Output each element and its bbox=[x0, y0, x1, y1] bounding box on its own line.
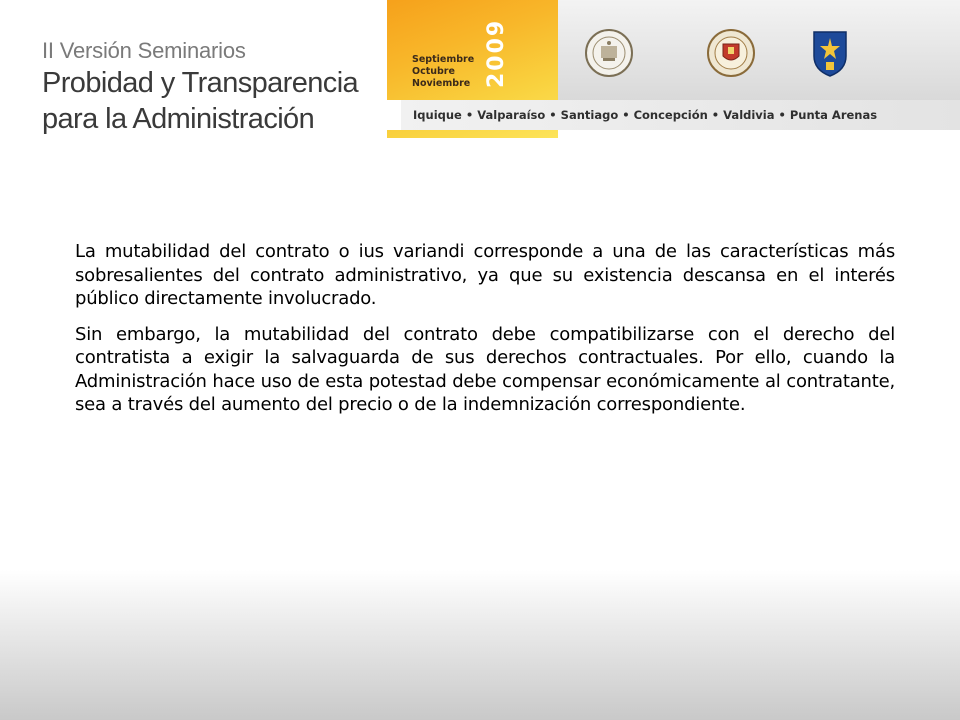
slide-content bbox=[75, 240, 895, 429]
seminar-title-line-1: Probidad y Transparencia bbox=[42, 67, 359, 99]
bottom-gradient-band bbox=[0, 570, 960, 720]
content-paragraph-2: Sin embargo, la mutabilidad del contrato debe compatibilizarse con el derecho del contratista a exigir la salvaguarda de sus derechos contractuales. Por ello, cuando la Administración hace uso de esta potestad debe compensar económicamente al contratante, sea a través del aumento del precio o de la indemnización correspondiente. bbox=[75, 323, 895, 415]
month-november: Noviembre bbox=[412, 78, 471, 89]
cities-list: Iquique • Valparaíso • Santiago • Concepción • Valdivia • Punta Arenas bbox=[401, 100, 960, 130]
university-seal-icon bbox=[706, 28, 756, 82]
month-october: Octubre bbox=[412, 66, 455, 77]
contraloria-seal-icon bbox=[584, 28, 634, 82]
header-title-block bbox=[42, 38, 382, 136]
seminar-title-line-2: para la Administración bbox=[42, 103, 315, 135]
cities-strip bbox=[387, 100, 960, 130]
months-list bbox=[412, 54, 474, 90]
logo-header bbox=[558, 0, 960, 100]
seminar-subtitle: II Versión Seminarios bbox=[42, 38, 246, 63]
content-paragraph-1: La mutabilidad del contrato o ius variandi corresponde a una de las características más sobresalientes del contrato administrativo, ya que su existencia descansa en el interés público directamente involucrado. bbox=[75, 241, 895, 309]
year-label: 2009 bbox=[484, 18, 509, 88]
month-september: Septiembre bbox=[412, 54, 475, 65]
shield-crest-icon bbox=[810, 28, 850, 82]
